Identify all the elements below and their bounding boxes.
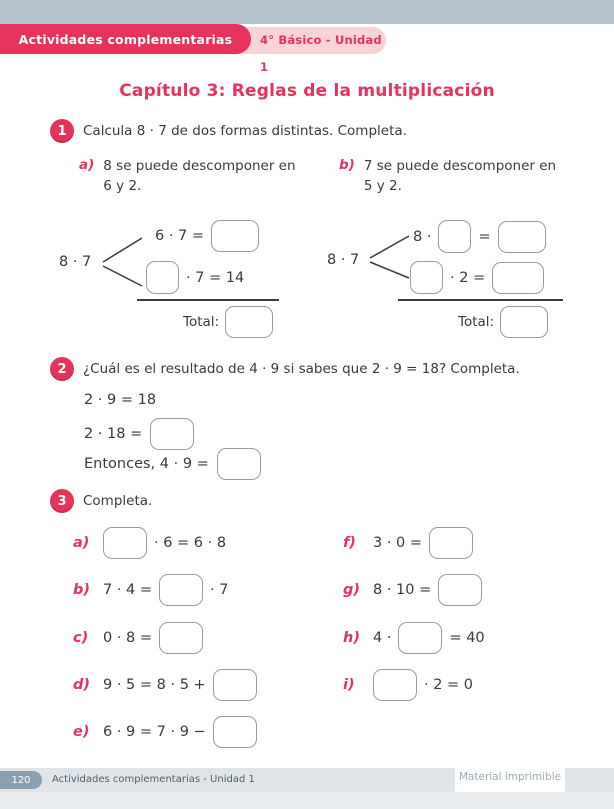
exercise3-item-g <box>343 572 482 608</box>
answer-box[interactable] <box>225 306 273 338</box>
item-pre-text: 9 · 5 = 8 · 5 + <box>103 677 206 693</box>
answer-box[interactable] <box>373 669 417 701</box>
part-b-line2: 5 y 2. <box>363 177 402 194</box>
item-letter: b) <box>73 582 91 598</box>
answer-box[interactable] <box>398 622 442 654</box>
item-pre-text: 3 · 0 = <box>373 535 423 551</box>
exercise3-item-h <box>343 620 485 656</box>
answer-box[interactable] <box>438 574 482 606</box>
diagram-b-branch2-text: · 2 = <box>450 269 486 286</box>
answer-box[interactable] <box>159 622 203 654</box>
diagram-a-total-label: Total: <box>183 314 220 330</box>
item-letter: e) <box>73 724 90 740</box>
exercise3-item-c <box>73 620 203 656</box>
item-pre-text: 8 · 10 = <box>373 582 432 598</box>
exercise3-item-b <box>73 572 229 608</box>
diagram-a-root: 8 · 7 <box>59 254 92 270</box>
part-a-line2: 6 y 2. <box>103 177 142 194</box>
part-a-letter: a) <box>79 157 95 173</box>
exercise1-part-b <box>339 157 556 196</box>
diagram-b-branch1-eq: = <box>478 228 491 245</box>
item-letter: a) <box>73 535 90 551</box>
answer-box[interactable] <box>150 418 194 450</box>
exercise2-prompt: ¿Cuál es el resultado de 4 · 9 si sabes que 2 · 9 = 18? Completa. <box>83 361 520 377</box>
answer-box[interactable] <box>429 527 473 559</box>
footer-strip <box>0 792 614 809</box>
item-post-text: · 6 = 6 · 8 <box>154 535 227 551</box>
item-post-text: · 7 <box>210 582 229 598</box>
diagram-a-branch1-text: 6 · 7 = <box>155 228 205 244</box>
exercise2-line2-text: 2 · 18 = <box>84 426 143 442</box>
top-band <box>0 0 614 24</box>
sum-line <box>398 299 563 301</box>
footer-label: Actividades complementarias - Unidad 1 <box>52 774 255 785</box>
answer-box[interactable] <box>159 574 203 606</box>
answer-box[interactable] <box>103 527 147 559</box>
item-letter: i) <box>343 677 355 693</box>
answer-box[interactable] <box>438 220 471 253</box>
exercise2-line3-text: Entonces, 4 · 9 = <box>84 456 209 472</box>
exercise3-item-f <box>343 525 473 561</box>
answer-box[interactable] <box>492 262 544 294</box>
unit-badge-label: 4° Básico - Unidad 1 <box>260 33 382 74</box>
exercise2-number-badge: 2 <box>50 357 74 381</box>
exercise1-part-a <box>79 157 296 196</box>
answer-box[interactable] <box>498 221 546 253</box>
item-post-text: · 2 = 0 <box>424 677 474 693</box>
section-badge <box>0 24 251 54</box>
diagram-b-root: 8 · 7 <box>327 252 360 268</box>
answer-box[interactable] <box>410 261 443 294</box>
exercise3-number-badge: 3 <box>50 489 74 513</box>
section-badge-label: Actividades complementarias <box>18 31 233 47</box>
answer-box[interactable] <box>213 716 257 748</box>
item-letter: d) <box>73 677 91 693</box>
item-letter: h) <box>343 630 360 646</box>
part-a-line1: 8 se puede descomponer en <box>103 158 296 174</box>
page-number-badge: 120 <box>0 771 42 789</box>
exercise1-number-badge: 1 <box>50 119 74 143</box>
item-letter: c) <box>73 630 89 646</box>
answer-box[interactable] <box>217 448 261 480</box>
answer-box[interactable] <box>211 220 259 252</box>
exercise3-item-a <box>73 525 226 561</box>
sum-line <box>137 299 279 301</box>
exercise2-line1: 2 · 9 = 18 <box>84 392 157 408</box>
exercise2-line3 <box>84 447 261 481</box>
answer-box[interactable] <box>146 261 179 294</box>
diagram-b-total-label: Total: <box>458 314 495 330</box>
item-post-text: = 40 <box>449 630 485 646</box>
exercise1-heading <box>50 119 407 143</box>
part-a-text <box>103 157 295 196</box>
printable-material-button[interactable]: Material imprimible <box>455 762 565 792</box>
exercise3-heading <box>50 489 152 513</box>
diagram-b-branch1-pre: 8 · <box>413 228 432 245</box>
exercise2-line2 <box>84 417 194 451</box>
answer-box[interactable] <box>213 669 257 701</box>
exercise3-item-d <box>73 667 257 703</box>
decomposition-diagram-a <box>45 212 310 347</box>
decomposition-diagram-b <box>325 212 595 347</box>
exercise1-prompt: Calcula 8 · 7 de dos formas distintas. Completa. <box>83 123 407 139</box>
item-pre-text: 0 · 8 = <box>103 630 153 646</box>
answer-box[interactable] <box>500 306 548 338</box>
exercise3-item-e <box>73 714 257 750</box>
page-title: Capítulo 3: Reglas de la multiplicación <box>119 81 495 101</box>
item-pre-text: 4 · <box>373 630 392 646</box>
item-pre-text: 6 · 9 = 7 · 9 − <box>103 724 206 740</box>
part-b-line1: 7 se puede descomponer en <box>363 158 557 174</box>
item-letter: g) <box>343 582 361 598</box>
diagram-a-branch2-text: · 7 = 14 <box>186 269 245 286</box>
exercise3-prompt: Completa. <box>83 493 153 509</box>
part-b-text <box>364 157 556 196</box>
part-b-letter: b) <box>339 157 355 173</box>
exercise2-heading <box>50 357 520 381</box>
exercise3-item-i <box>343 667 473 703</box>
item-letter: f) <box>343 535 356 551</box>
item-pre-text: 7 · 4 = <box>103 582 153 598</box>
